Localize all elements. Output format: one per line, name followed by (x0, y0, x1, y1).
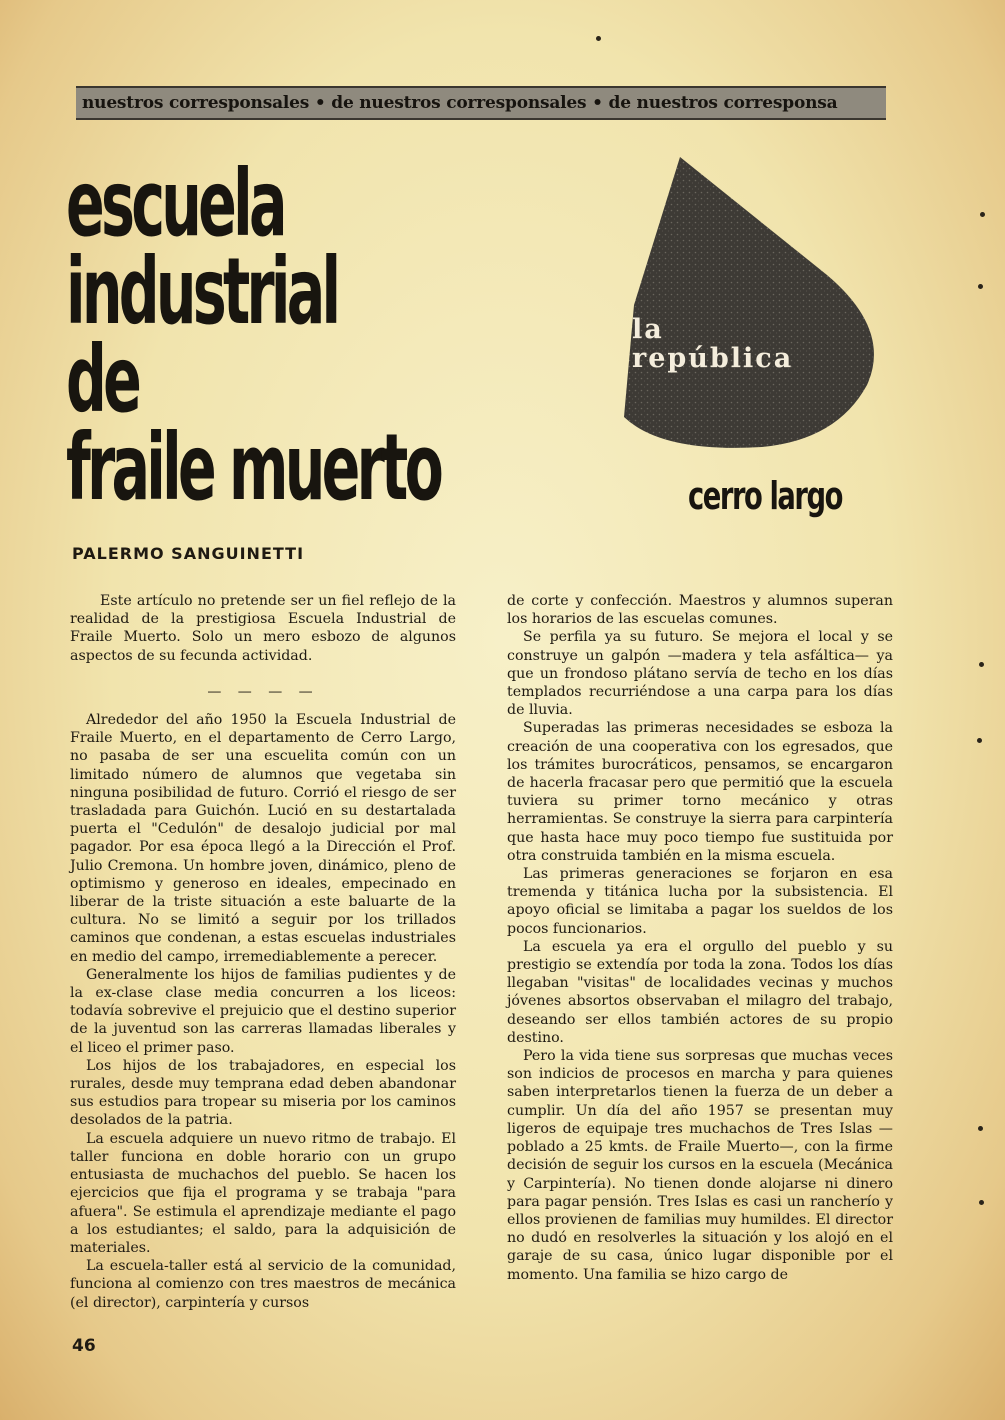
article-title (66, 150, 441, 521)
paragraph: Generalmente los hijos de familias pudientes y de la ex-clase clase media concurren a los liceos: todavía sobrevive el prejuicio que el destino superior de la juventud son las carreras llamadas liberales y el liceo el primer paso. (70, 966, 456, 1056)
logo-line-republica: república (632, 343, 794, 374)
margin-mark (980, 212, 985, 217)
paragraph: de corte y confección. Maestros y alumnos superan los horarios de las escuelas comunes. (507, 593, 893, 628)
paragraph: La escuela ya era el orgullo del pueblo y su prestigio se extendía por toda la zona. Todos los días llegaban "visitas" de localidades vecinas y muchos jóvenes absortos observaban el milagro del trabajo, deseando ser ellos también actores de su propio destino. (507, 938, 893, 1046)
page-number: 46 (72, 1336, 96, 1356)
paragraph: La escuela-taller está al servicio de la comunidad, funciona al comienzo con tres maestros de mecánica (el director), carpintería y cursos (70, 1258, 456, 1311)
paragraph: La escuela adquiere un nuevo ritmo de trabajo. El taller funciona en doble horario con un grupo entusiasta de muchachos del pueblo. Se hacen los ejercicios que fija el programa y se trabaja "para afuera". Se estimula el aprendizaje mediante el pago a los estudiantes; el saldo, para la adquisición de materiales. (70, 1130, 456, 1256)
right-column (507, 592, 893, 1284)
logo-shape (622, 155, 884, 455)
paragraph: Superadas las primeras necesidades se esboza la creación de una cooperativa con los egresados, que los trámites burocráticos, pensamos, se encargaron de hacerla fracasar pero que permitió que la escuela tuviera su primer torno mecánico y otras herramientas. Se construye la sierra para carpintería que hasta hace muy poco tiempo fue sustituida por otra construida también en la misma escuela. (507, 720, 893, 864)
paragraph: Alrededor del año 1950 la Escuela Industrial de Fraile Muerto, en el departamento de Cerro Largo, no pasaba de ser una escuelita común con un limitado número de alumnos que vegetaba sin ninguna posibilidad de futuro. Corrió el riesgo de ser trasladada para Guichón. Lució en su destartalada puerta el "Cedulón" de desalojo judicial por mal pagador. Por esa época llegó a la Dirección el Prof. Julio Cremona. Un hombre joven, dinámico, pleno de optimismo y generoso en ideales, empecinado en liberar de la triste situación a este baluarte de la cultura. No se limitó a seguir por los trillados caminos que condenan, a estas escuelas industriales en medio del campo, irremediablemente a perecer. (70, 712, 456, 965)
title-line: de (66, 326, 139, 433)
banner-text: nuestros corresponsales • de nuestros corresponsales • de nuestros corresponsa (82, 93, 838, 113)
margin-mark (596, 36, 601, 41)
la-republica-logo (622, 155, 884, 455)
margin-mark (978, 284, 983, 289)
intro-paragraph: Este artículo no pretende ser un fiel reflejo de la realidad de la prestigiosa Escuela Industrial de Fraile Muerto. Solo un mero esbozo de algunos aspectos de su fecunda actividad. (70, 593, 456, 664)
paragraph: Las primeras generaciones se forjaron en esa tremenda y titánica lucha por la subsistencia. El apoyo oficial se limitaba a pagar los sueldos de los pocos funcionarios. (507, 866, 893, 937)
section-banner (76, 86, 886, 120)
left-column (70, 592, 456, 1312)
article-location: cerro largo (688, 474, 842, 518)
paragraph: Los hijos de los trabajadores, en especial los rurales, desde muy temprana edad deben abandonar sus estudios para tropear su miseria por los caminos desolados de la patria. (70, 1057, 456, 1129)
logo-text (632, 315, 793, 373)
title-line: escuela (66, 150, 284, 257)
logo-line-la: la (632, 314, 664, 345)
margin-mark (979, 1200, 984, 1205)
margin-mark (979, 662, 984, 667)
margin-mark (977, 738, 982, 743)
title-line: fraile muerto (66, 414, 441, 521)
margin-mark (978, 1126, 983, 1131)
article-author: PALERMO SANGUINETTI (72, 544, 305, 563)
title-line: industrial (66, 238, 338, 345)
section-separator: — — — — (207, 683, 319, 700)
paragraph: Se perfila ya su futuro. Se mejora el local y se construye un galpón —madera y tela asfáltica— ya que un frondoso plátano servía de techo en los días templados recurriéndose a una carpa para los días de lluvia. (507, 629, 893, 719)
paragraph: Pero la vida tiene sus sorpresas que muchas veces son indicios de procesos en marcha y para quienes saben interpretarlos tienen la fuerza de un deber a cumplir. Un día del año 1957 se presentan muy ligeros de equipaje tres muchachos de Tres Islas —poblado a 25 kmts. de Fraile Muerto—, con la firme decisión de seguir los cursos en la escuela (Mecánica y Carpintería). No tienen donde alojarse ni dinero para pagar pensión. Tres Islas es casi un rancherío y ellos provienen de familias muy humildes. El director no dudó en resolverles la situación y los alojó en el garaje de su casa, único lugar disponible por el momento. Una familia se hizo cargo de (507, 1048, 893, 1283)
